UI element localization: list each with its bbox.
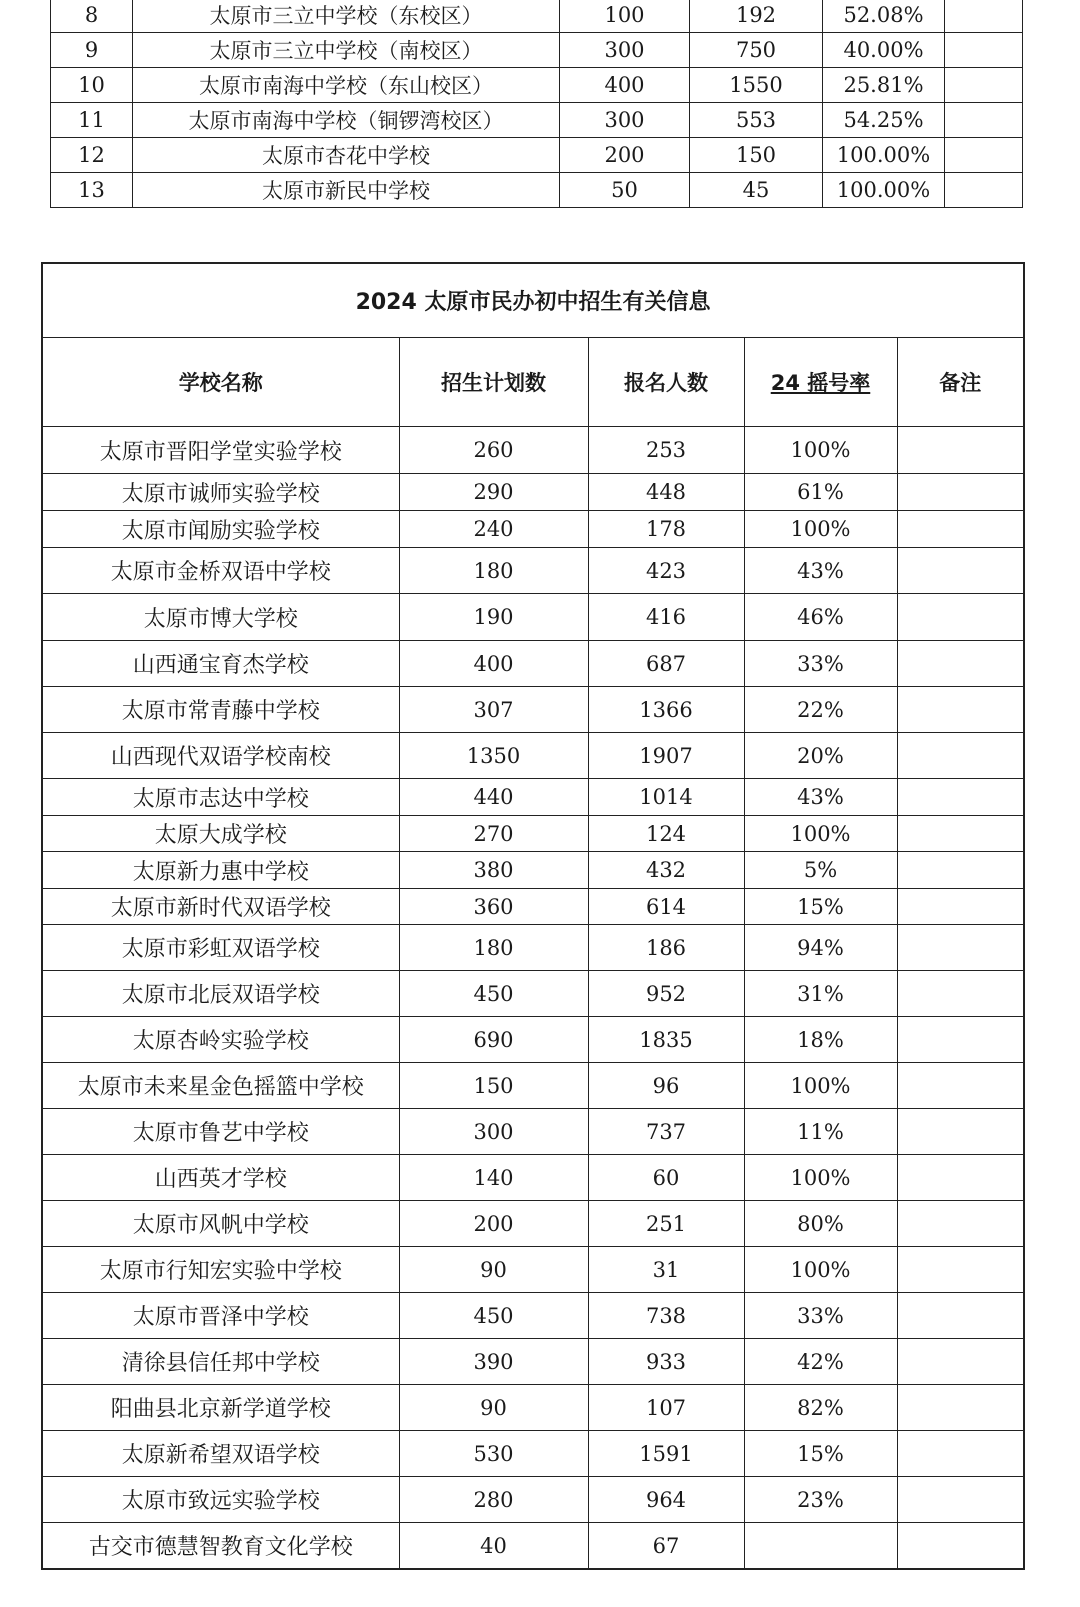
cell-rate: 11% xyxy=(744,1109,897,1155)
cell-rate: 33% xyxy=(744,1293,897,1339)
header-applicants: 报名人数 xyxy=(588,338,744,427)
cell-plan: 190 xyxy=(399,594,588,641)
cell-note xyxy=(897,1247,1024,1293)
cell-rate: 42% xyxy=(744,1339,897,1385)
table-row xyxy=(51,68,1023,103)
cell-rate: 25.81% xyxy=(823,68,945,103)
header-enrollment-plan: 招生计划数 xyxy=(399,338,588,427)
cell-name: 太原市新民中学校 xyxy=(133,173,560,208)
header-remarks: 备注 xyxy=(897,338,1024,427)
cell-plan: 300 xyxy=(560,103,690,138)
cell-applicants: 67 xyxy=(588,1523,744,1570)
cell-name: 古交市德慧智教育文化学校 xyxy=(42,1523,399,1570)
cell-note xyxy=(897,1109,1024,1155)
cell-note xyxy=(897,687,1024,733)
table-row xyxy=(42,1201,1024,1247)
cell-applicants: 192 xyxy=(690,0,823,33)
cell-applicants: 1907 xyxy=(588,733,744,779)
cell-rate: 15% xyxy=(744,889,897,925)
cell-applicants: 1591 xyxy=(588,1431,744,1477)
cell-rate: 100% xyxy=(744,511,897,548)
cell-rate: 100.00% xyxy=(823,138,945,173)
cell-note xyxy=(945,68,1023,103)
cell-applicants: 60 xyxy=(588,1155,744,1201)
cell-note xyxy=(897,779,1024,816)
cell-rate: 61% xyxy=(744,474,897,511)
table-title: 2024 太原市民办初中招生有关信息 xyxy=(42,263,1024,338)
cell-rate: 43% xyxy=(744,548,897,594)
table-row xyxy=(42,1293,1024,1339)
cell-rate: 20% xyxy=(744,733,897,779)
table-row xyxy=(42,548,1024,594)
cell-name: 太原市南海中学校（铜锣湾校区） xyxy=(133,103,560,138)
cell-rate: 80% xyxy=(744,1201,897,1247)
cell-rate: 100% xyxy=(744,816,897,852)
cell-applicants: 687 xyxy=(588,641,744,687)
cell-name: 阳曲县北京新学道学校 xyxy=(42,1385,399,1431)
cell-note xyxy=(897,1339,1024,1385)
cell-rate: 31% xyxy=(744,971,897,1017)
cell-name: 山西通宝育杰学校 xyxy=(42,641,399,687)
cell-note xyxy=(897,511,1024,548)
cell-plan: 200 xyxy=(399,1201,588,1247)
cell-rate: 100% xyxy=(744,427,897,474)
cell-name: 太原市晋阳学堂实验学校 xyxy=(42,427,399,474)
cell-name: 太原杏岭实验学校 xyxy=(42,1017,399,1063)
cell-plan: 390 xyxy=(399,1339,588,1385)
cell-plan: 90 xyxy=(399,1385,588,1431)
cell-applicants: 1550 xyxy=(690,68,823,103)
table-row xyxy=(42,852,1024,889)
table-row xyxy=(42,1523,1024,1570)
cell-plan: 150 xyxy=(399,1063,588,1109)
cell-name: 太原市杏花中学校 xyxy=(133,138,560,173)
table-row xyxy=(42,641,1024,687)
cell-note xyxy=(897,1063,1024,1109)
table-row xyxy=(42,474,1024,511)
cell-plan: 140 xyxy=(399,1155,588,1201)
cell-note xyxy=(945,33,1023,68)
cell-note xyxy=(945,103,1023,138)
cell-applicants: 124 xyxy=(588,816,744,852)
cell-name: 太原市彩虹双语学校 xyxy=(42,925,399,971)
public-school-table-continuation xyxy=(50,0,1023,208)
cell-plan: 240 xyxy=(399,511,588,548)
cell-plan: 270 xyxy=(399,816,588,852)
cell-plan: 100 xyxy=(560,0,690,33)
cell-rate: 43% xyxy=(744,779,897,816)
cell-rate: 18% xyxy=(744,1017,897,1063)
table-row xyxy=(42,1339,1024,1385)
cell-plan: 530 xyxy=(399,1431,588,1477)
cell-name: 太原市晋泽中学校 xyxy=(42,1293,399,1339)
header-school-name: 学校名称 xyxy=(42,338,399,427)
cell-applicants: 1014 xyxy=(588,779,744,816)
cell-rate: 100% xyxy=(744,1063,897,1109)
table-row xyxy=(42,1109,1024,1155)
table-row xyxy=(42,889,1024,925)
cell-applicants: 251 xyxy=(588,1201,744,1247)
cell-name: 太原市常青藤中学校 xyxy=(42,687,399,733)
table-row xyxy=(42,1155,1024,1201)
cell-plan: 450 xyxy=(399,1293,588,1339)
cell-plan: 90 xyxy=(399,1247,588,1293)
cell-rate: 100% xyxy=(744,1247,897,1293)
table-row xyxy=(42,779,1024,816)
cell-applicants: 150 xyxy=(690,138,823,173)
cell-no: 9 xyxy=(51,33,133,68)
table-row xyxy=(42,594,1024,641)
cell-rate: 52.08% xyxy=(823,0,945,33)
cell-no: 8 xyxy=(51,0,133,33)
cell-name: 太原市三立中学校（南校区） xyxy=(133,33,560,68)
cell-name: 太原市北辰双语学校 xyxy=(42,971,399,1017)
cell-note xyxy=(945,138,1023,173)
table-row xyxy=(51,173,1023,208)
table-row xyxy=(42,971,1024,1017)
cell-plan: 260 xyxy=(399,427,588,474)
cell-applicants: 253 xyxy=(588,427,744,474)
cell-name: 太原市风帆中学校 xyxy=(42,1201,399,1247)
table-row xyxy=(51,138,1023,173)
cell-plan: 450 xyxy=(399,971,588,1017)
cell-applicants: 186 xyxy=(588,925,744,971)
cell-no: 13 xyxy=(51,173,133,208)
cell-applicants: 96 xyxy=(588,1063,744,1109)
header-lottery-rate: 24 摇号率 xyxy=(744,338,897,427)
cell-plan: 200 xyxy=(560,138,690,173)
cell-note xyxy=(897,1155,1024,1201)
table-row xyxy=(42,925,1024,971)
cell-name: 太原市博大学校 xyxy=(42,594,399,641)
cell-note xyxy=(897,1017,1024,1063)
cell-name: 山西英才学校 xyxy=(42,1155,399,1201)
cell-applicants: 952 xyxy=(588,971,744,1017)
cell-plan: 690 xyxy=(399,1017,588,1063)
header-row xyxy=(42,338,1024,427)
cell-rate: 22% xyxy=(744,687,897,733)
cell-applicants: 178 xyxy=(588,511,744,548)
cell-applicants: 1366 xyxy=(588,687,744,733)
cell-plan: 307 xyxy=(399,687,588,733)
cell-name: 太原市南海中学校（东山校区） xyxy=(133,68,560,103)
cell-rate xyxy=(744,1523,897,1570)
cell-name: 太原新力惠中学校 xyxy=(42,852,399,889)
cell-name: 太原市行知宏实验中学校 xyxy=(42,1247,399,1293)
cell-note xyxy=(945,0,1023,33)
cell-applicants: 738 xyxy=(588,1293,744,1339)
cell-name: 清徐县信任邦中学校 xyxy=(42,1339,399,1385)
cell-name: 太原新希望双语学校 xyxy=(42,1431,399,1477)
cell-note xyxy=(897,427,1024,474)
table-row xyxy=(42,816,1024,852)
cell-note xyxy=(897,1201,1024,1247)
cell-note xyxy=(897,474,1024,511)
cell-plan: 440 xyxy=(399,779,588,816)
table-row xyxy=(42,1017,1024,1063)
cell-plan: 300 xyxy=(560,33,690,68)
cell-note xyxy=(897,852,1024,889)
cell-note xyxy=(897,594,1024,641)
table-row xyxy=(51,33,1023,68)
cell-name: 太原市新时代双语学校 xyxy=(42,889,399,925)
table-row xyxy=(42,1385,1024,1431)
cell-note xyxy=(897,816,1024,852)
cell-applicants: 964 xyxy=(588,1477,744,1523)
cell-rate: 100.00% xyxy=(823,173,945,208)
cell-name: 太原市志达中学校 xyxy=(42,779,399,816)
table-row xyxy=(42,1477,1024,1523)
cell-applicants: 31 xyxy=(588,1247,744,1293)
cell-applicants: 614 xyxy=(588,889,744,925)
cell-applicants: 553 xyxy=(690,103,823,138)
cell-rate: 5% xyxy=(744,852,897,889)
cell-applicants: 1835 xyxy=(588,1017,744,1063)
cell-note xyxy=(897,971,1024,1017)
cell-no: 12 xyxy=(51,138,133,173)
cell-note xyxy=(897,1293,1024,1339)
table-row xyxy=(51,103,1023,138)
cell-rate: 82% xyxy=(744,1385,897,1431)
cell-name: 太原市金桥双语中学校 xyxy=(42,548,399,594)
table-row xyxy=(42,687,1024,733)
cell-no: 10 xyxy=(51,68,133,103)
cell-note xyxy=(945,173,1023,208)
cell-name: 太原市诚师实验学校 xyxy=(42,474,399,511)
cell-plan: 280 xyxy=(399,1477,588,1523)
cell-name: 太原大成学校 xyxy=(42,816,399,852)
cell-applicants: 933 xyxy=(588,1339,744,1385)
table-row xyxy=(42,1431,1024,1477)
cell-note xyxy=(897,1523,1024,1570)
table-row xyxy=(42,511,1024,548)
cell-plan: 380 xyxy=(399,852,588,889)
cell-note xyxy=(897,925,1024,971)
cell-note xyxy=(897,641,1024,687)
cell-rate: 54.25% xyxy=(823,103,945,138)
cell-note xyxy=(897,1431,1024,1477)
cell-note xyxy=(897,1477,1024,1523)
cell-note xyxy=(897,889,1024,925)
cell-applicants: 107 xyxy=(588,1385,744,1431)
cell-note xyxy=(897,1385,1024,1431)
cell-name: 太原市闻励实验学校 xyxy=(42,511,399,548)
private-school-enrollment-table xyxy=(41,262,1025,1570)
cell-applicants: 423 xyxy=(588,548,744,594)
cell-rate: 33% xyxy=(744,641,897,687)
cell-name: 太原市致远实验学校 xyxy=(42,1477,399,1523)
table-row xyxy=(42,733,1024,779)
cell-rate: 94% xyxy=(744,925,897,971)
cell-plan: 1350 xyxy=(399,733,588,779)
table-row xyxy=(51,0,1023,33)
cell-applicants: 432 xyxy=(588,852,744,889)
cell-plan: 290 xyxy=(399,474,588,511)
table-row xyxy=(42,1063,1024,1109)
cell-rate: 23% xyxy=(744,1477,897,1523)
cell-plan: 400 xyxy=(399,641,588,687)
cell-plan: 360 xyxy=(399,889,588,925)
cell-plan: 40 xyxy=(399,1523,588,1570)
cell-name: 太原市鲁艺中学校 xyxy=(42,1109,399,1155)
cell-note xyxy=(897,733,1024,779)
cell-name: 太原市未来星金色摇篮中学校 xyxy=(42,1063,399,1109)
cell-applicants: 448 xyxy=(588,474,744,511)
table-row xyxy=(42,427,1024,474)
cell-note xyxy=(897,548,1024,594)
cell-plan: 300 xyxy=(399,1109,588,1155)
cell-no: 11 xyxy=(51,103,133,138)
cell-plan: 400 xyxy=(560,68,690,103)
cell-rate: 100% xyxy=(744,1155,897,1201)
cell-applicants: 750 xyxy=(690,33,823,68)
cell-name: 山西现代双语学校南校 xyxy=(42,733,399,779)
cell-rate: 15% xyxy=(744,1431,897,1477)
table-row xyxy=(42,1247,1024,1293)
cell-plan: 180 xyxy=(399,925,588,971)
cell-plan: 180 xyxy=(399,548,588,594)
cell-applicants: 737 xyxy=(588,1109,744,1155)
cell-rate: 40.00% xyxy=(823,33,945,68)
cell-applicants: 416 xyxy=(588,594,744,641)
cell-rate: 46% xyxy=(744,594,897,641)
cell-name: 太原市三立中学校（东校区） xyxy=(133,0,560,33)
cell-applicants: 45 xyxy=(690,173,823,208)
cell-plan: 50 xyxy=(560,173,690,208)
